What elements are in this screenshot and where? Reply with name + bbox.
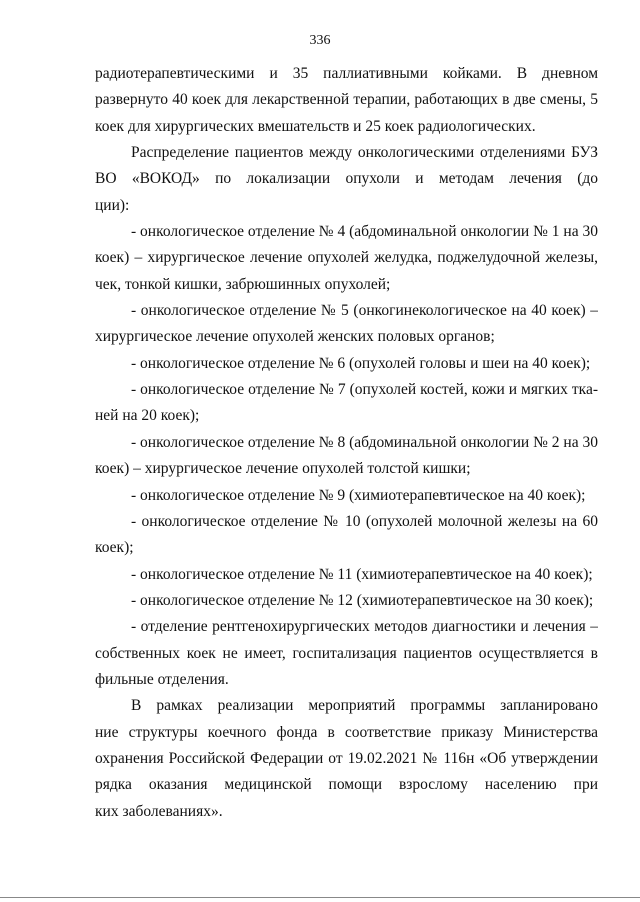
- text-line: коек);: [95, 539, 134, 557]
- text-line: ких заболеваниях».: [95, 802, 223, 820]
- text-line: ние структуры коечного фонда в соответствие приказу Министерства: [95, 723, 598, 741]
- text-line: - онкологическое отделение № 10 (опухолей молочной железы на 60: [131, 512, 598, 530]
- text-line: - онкологическое отделение № 12 (химиотерапевтическое на 30 коек);: [131, 591, 594, 609]
- text-line: коек для хирургических вмешательств и 25 коек радиологических.: [95, 117, 536, 135]
- page-bottom-edge: [0, 897, 640, 898]
- page-number: 336: [309, 33, 331, 48]
- text-line: ней на 20 коек);: [95, 407, 200, 425]
- text-line: коек) – хирургическое лечение опухолей толстой кишки;: [95, 460, 471, 478]
- text-line: - онкологическое отделение № 7 (опухолей костей, кожи и мягких тка-: [131, 381, 598, 399]
- text-line: собственных коек не имеет, госпитализация пациентов осуществляется в: [95, 644, 598, 662]
- text-line: - онкологическое отделение № 11 (химиотерапевтическое на 40 коек);: [131, 565, 593, 583]
- text-line: чек, тонкой кишки, забрюшинных опухолей;: [95, 275, 391, 293]
- text-line: - онкологическое отделение № 4 (абдоминальной онкологии № 1 на 30: [131, 223, 598, 241]
- text-line: ВО «ВОКОД» по локализации опухоли и методам лечения (до: [95, 170, 598, 188]
- text-line: рядка оказания медицинской помощи взрослому населению при: [95, 776, 598, 794]
- text-line: охранения Российской Федерации от 19.02.2021 № 116н «Об утверждении: [95, 749, 598, 767]
- text-line: хирургическое лечение опухолей женских половых органов;: [95, 328, 495, 346]
- text-line: фильные отделения.: [95, 670, 229, 688]
- text-line: - отделение рентгенохирургических методов диагностики и лечения –: [131, 618, 598, 636]
- text-line: коек) – хирургическое лечение опухолей желудка, поджелудочной железы,: [95, 249, 598, 267]
- text-line: - онкологическое отделение № 5 (онкогинекологическое на 40 коек) –: [131, 302, 598, 320]
- text-line: - онкологическое отделение № 8 (абдоминальной онкологии № 2 на 30: [131, 433, 598, 451]
- text-line: В рамках реализации мероприятий программы запланировано: [131, 697, 598, 715]
- text-line: радиотерапевтическими и 35 паллиативными койками. В дневном: [95, 65, 598, 82]
- text-line: - онкологическое отделение № 9 (химиотерапевтическое на 40 коек);: [131, 486, 586, 504]
- body-text: [95, 61, 598, 825]
- text-line: Распределение пациентов между онкологическими отделениями БУЗ: [131, 144, 598, 162]
- text-line: развернуто 40 коек для лекарственной терапии, работающих в две смены, 5: [95, 91, 598, 109]
- text-line: ции):: [95, 196, 130, 214]
- text-line: - онкологическое отделение № 6 (опухолей головы и шеи на 40 коек);: [131, 354, 591, 372]
